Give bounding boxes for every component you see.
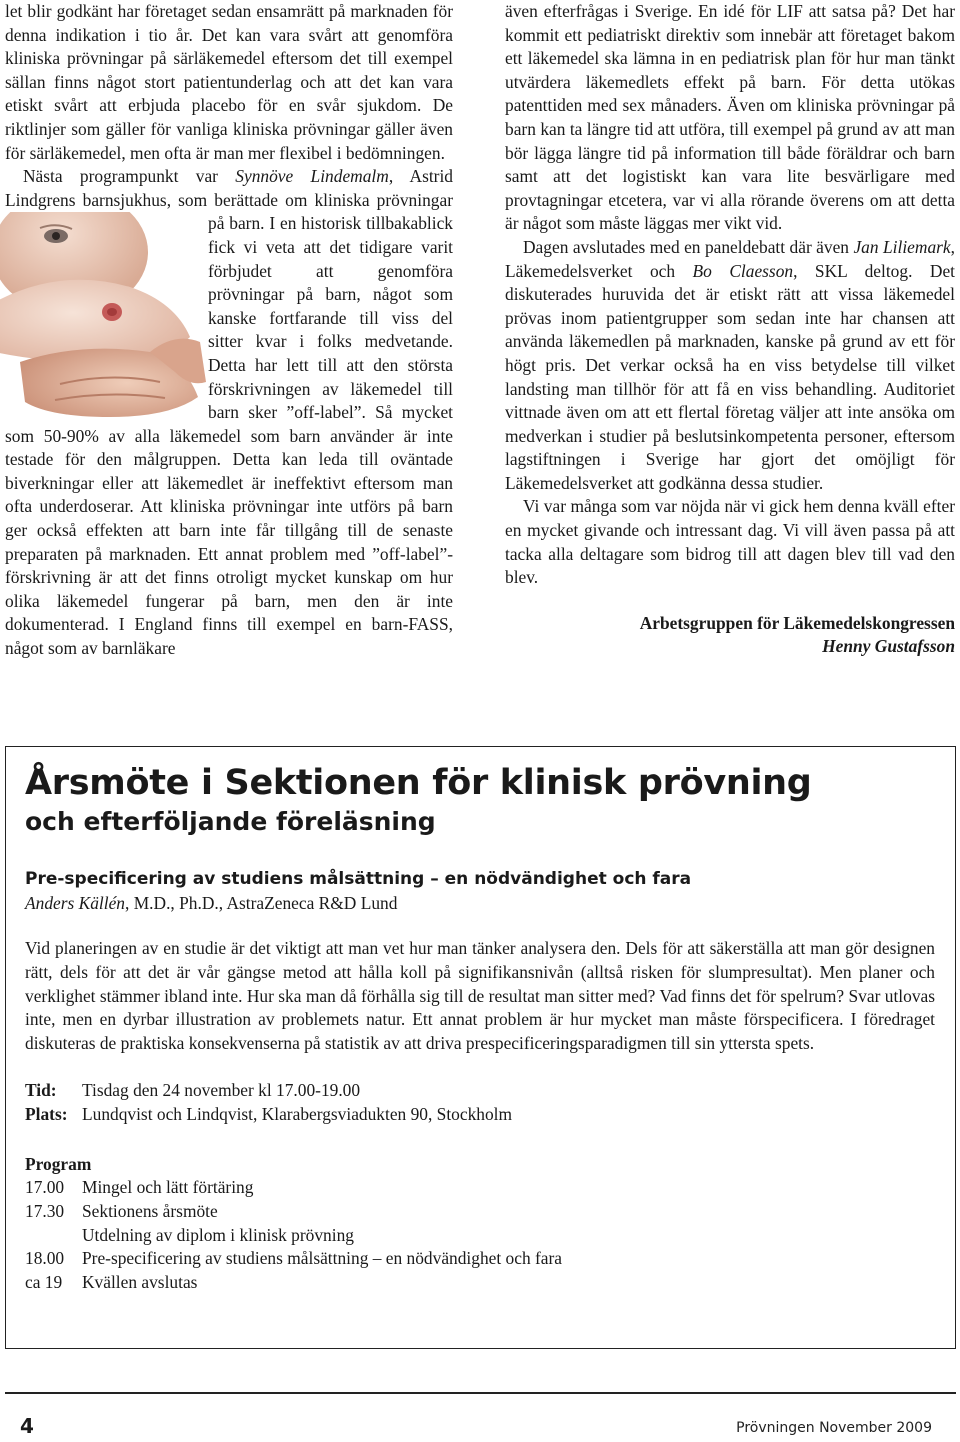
signature-group: Arbetsgruppen för Läkemedelskongressen bbox=[639, 612, 955, 633]
right-paragraph-3: Vi var många som var nöjda när vi gick hem denna kväll efter en mycket givande och intressant dag. Vi vill även passa på att tacka alla deltagare som bidrog till att dagen blev till vad den blev. bbox=[505, 496, 955, 588]
announcement-title: Årsmöte i Sektionen för klinisk prövning bbox=[25, 763, 812, 803]
event-place: Plats: Lundqvist och Lindqvist, Klarabergsviadukten 90, Stockholm bbox=[25, 1103, 513, 1124]
announcement-subtitle: och efterföljande föreläsning bbox=[25, 807, 436, 836]
signature-name: Henny Gustafsson bbox=[822, 636, 955, 657]
talk-title: Pre-specificering av studiens målsättning – en nödvändighet och fara bbox=[25, 869, 692, 889]
event-info bbox=[25, 1078, 935, 1126]
program-item: Utdelning av diplom i klinisk prövning bbox=[82, 1224, 354, 1245]
program-item: 17.30 Sektionens årsmöte bbox=[25, 1200, 218, 1221]
right-paragraph-1: även efterfrågas i Sverige. En idé för LIF att satsa på? Det har kommit ett pediatriskt direktiv som innebär att företaget bakom ett läkemedel ska lämna in en pediatrisk plan för hur man tänkt utvärdera läkemedlets effekt på barn. För detta utökas patenttiden med sex månaders. Även om kliniska prövningar på barn kan ta längre tid att utföra, till exempel på grund av att man bör lägga längre tid på information till både föräldrar och barn samt att det logistiskt kan vara lite besvärligare med provtagningar etcetera, var vi alla rörande överens om att detta är något som måste läggas mer vikt vid. bbox=[505, 1, 955, 234]
speaker-name: Synnöve Lindemalm bbox=[235, 166, 389, 187]
program-item: ca 19 Kvällen avslutas bbox=[25, 1272, 198, 1293]
child-photo bbox=[0, 212, 206, 420]
left-column bbox=[5, 0, 453, 661]
right-column bbox=[505, 0, 955, 659]
program-item: 17.00 Mingel och lätt förtäring bbox=[25, 1176, 254, 1197]
talk-author: Anders Källén, M.D., Ph.D., AstraZeneca R&D Lund bbox=[25, 893, 398, 913]
event-time: Tid: Tisdag den 24 november kl 17.00-19.00 bbox=[25, 1079, 361, 1100]
program-item: 18.00 Pre-specificering av studiens målsättning – en nödvändighet och fara bbox=[25, 1248, 563, 1269]
left-paragraph-2: Nästa programpunkt var Synnöve Lindemalm, Astrid Lindgrens barnsjukhus, som berättade om kliniska prövningar på barn. I en historisk tillbakablick fick vi veta att det tidigare varit förbjudet att genomföra prövningar på barn, något som kanske fortfarande till viss del sitter kvar i folks medvetande. Detta har lett till att den största förskrivningen av läkemedel till barn sker ”off-label”. Så mycket som 50-90% av alla läkemedel som barn använder är inte testade för den målgruppen. Detta kan leda till oväntade biverkningar eller att läkemedlet är ineffektivt eftersom man ofta underdoserar. Att kliniska prövningar inte utförs på barn ger också effekten att barn inte får tillgång till de senaste preparaten på marknaden. Ett annat problem med ”off-label”-förskrivning är att det finns otroligt mycket kunskap om hur olika läkemedel fungerar på barn, men den är inte dokumenterad. I England finns till exempel en barn-FASS, något som av barnläkare bbox=[5, 165, 453, 660]
right-paragraph-2: Dagen avslutades med en paneldebatt där även Jan Liliemark, Läkemedelsverket och Bo Claesson, SKL deltog. Det diskuterades huruvida det är etiskt rätt att vissa läkemedel prövas inom patientgrupper som sedan inte har chansen att använda läkemedlen på marknaden, kanske på grund av ett för högt pris. Det verkar också ha en viss betydelse till vilket landsting man tillhör för att få en viss behandling. Auditoriet vittnade även om att ett flertal företag väljer att inte ansöka om medverkan i studier på beslutsinkompetenta personer, eftersom lagstiftningen i Sverige har gjort det omöjligt för Läkemedelsverket att godkänna dessa studier. bbox=[505, 236, 955, 493]
announcement-box bbox=[5, 746, 956, 1349]
talk-abstract: Vid planeringen av en studie är det viktigt att man vet hur man tänker analysera den. Dels för att säkerställa att man gör designen rätt, dels för att det är vår gängse metod att hålla koll på signifikansnivån (alltså risken för slumpresultat). Men planer och verklighet stämmer ibland inte. Hur ska man då förhålla sig till de resultat man sitter med? Vad finns det för spelrum? Svar utlovas inte, men en dyrbar illustration av problemets natur. Ett annat problem är hur mycket man måste förspecificera. I föredraget diskuteras de praktiska konsekvenserna på statistik av att driva prespecificeringsparadigmen till sin yttersta spets. bbox=[25, 938, 935, 1054]
program-title: Program bbox=[25, 1153, 92, 1174]
left-paragraph-1: let blir godkänt har företaget sedan ensamrätt på marknaden för denna indikation i tio år. Det kan vara svårt att genomföra kliniska prövningar på särläkemedel eftersom det till exempel sällan finns något stort patientunderlag och att det kan vara etiskt svårt att erbjuda placebo för en svår sjukdom. De riktlinjer som gäller för vanliga kliniska prövningar gäller även för särläkemedel, men ofta är man mer flexibel i bedömningen. bbox=[5, 1, 453, 163]
footer-rule bbox=[5, 1392, 956, 1394]
page-number: 4 bbox=[20, 1414, 34, 1438]
signature bbox=[505, 612, 955, 659]
program-list bbox=[25, 1176, 935, 1295]
publication-title: Prövningen November 2009 bbox=[736, 1420, 932, 1436]
